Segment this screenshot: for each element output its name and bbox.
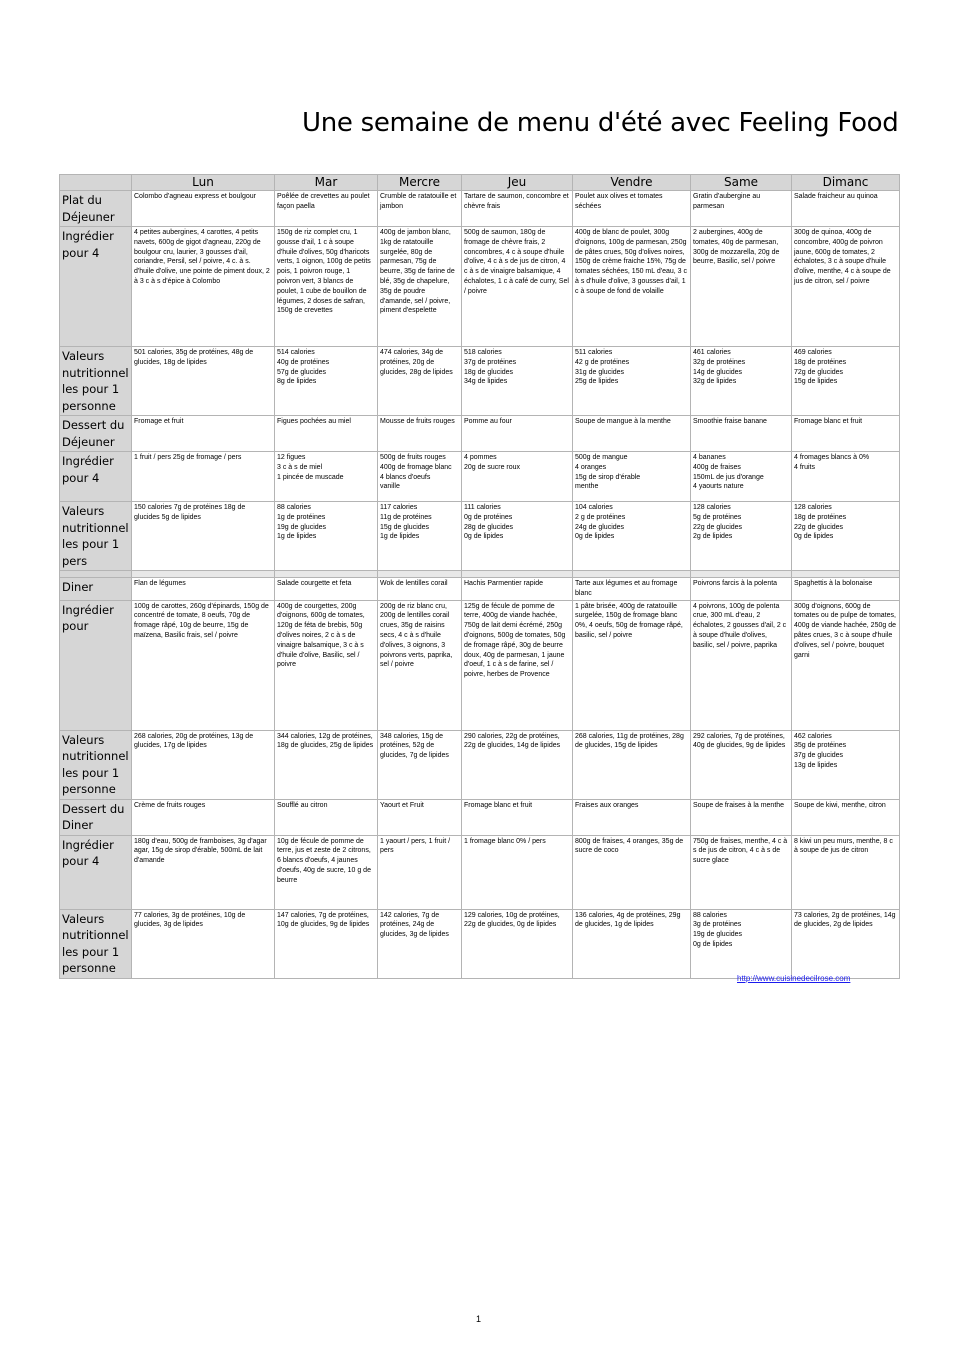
row-label: Ingrédier pour 4 <box>60 452 132 502</box>
row-label: Valeurs nutritionnelles pour 1 pers <box>60 502 132 571</box>
menu-cell: 1 fromage blanc 0% / pers <box>462 835 573 909</box>
menu-cell: 1 fruit / pers 25g de fromage / pers <box>132 452 275 502</box>
header-corner <box>60 175 132 191</box>
menu-cell: Fraises aux oranges <box>573 799 691 835</box>
menu-cell: Crème de fruits rouges <box>132 799 275 835</box>
row-label: Dessert du Diner <box>60 799 132 835</box>
menu-cell: 125g de fécule de pomme de terre, 400g de viande hachée, 750g de lait demi écrémé, 250g d'oignons, 500g de tomates, 50g de fromage râpé, 30g de beurre doux, 40g de parmesan, 1 jaune d'oeuf, 1 c à s de farine, sel / poivre, herbes de Provence <box>462 600 573 730</box>
spacer-row <box>60 571 900 578</box>
menu-cell: 142 calories, 7g de protéines, 24g de glucides, 3g de lipides <box>378 909 462 978</box>
row-label: Valeurs nutritionnelles pour 1 personne <box>60 347 132 416</box>
menu-cell: 147 calories, 7g de protéines, 10g de glucides, 9g de lipides <box>275 909 378 978</box>
menu-cell: 4 poivrons, 100g de polenta crue, 300 mL d'eau, 2 échalotes, 2 gousses d'ail, 2 c à soupe d'huile d'olives, basilic, sel / poivre, paprika <box>691 600 792 730</box>
menu-cell: 1 yaourt / pers, 1 fruit / pers <box>378 835 462 909</box>
menu-cell: 111 calories 0g de protéines 28g de glucides 0g de lipides <box>462 502 573 571</box>
menu-cell: 10g de fécule de pomme de terre, jus et zeste de 2 citrons, 6 blancs d'oeufs, 4 jaunes d'oeufs, 40g de sucre, 10 g de beurre <box>275 835 378 909</box>
menu-cell: 500g de saumon, 180g de fromage de chèvre frais, 2 concombres, 4 c à soupe d'huile d'olive, 4 c à s de jus de citron, 4 c à s de vinaigre balsamique, 4 échalotes, 1 c à café de curry, Sel / poivre <box>462 227 573 347</box>
menu-cell: 268 calories, 20g de protéines, 13g de glucides, 17g de lipides <box>132 730 275 799</box>
menu-row <box>60 502 900 571</box>
menu-cell: Spaghettis à la bolonaise <box>792 578 900 601</box>
menu-cell: Soupe de fraises à la menthe <box>691 799 792 835</box>
spacer-cell <box>60 571 132 578</box>
menu-cell: 400g de jambon blanc, 1kg de ratatouille surgelée, 80g de parmesan, 75g de beurre, 35g de farine de blé, 35g de chapelure, 35g de poudre d'amande, sel / poivre, piment d'espelette <box>378 227 462 347</box>
menu-row <box>60 799 900 835</box>
menu-cell: 200g de riz blanc cru, 200g de lentilles corail crues, 35g de raisins secs, 4 c à s d'huile d'olives, 3 oignons, 3 poivrons verts, paprika, sel / poivre <box>378 600 462 730</box>
menu-cell: 150g de riz complet cru, 1 gousse d'ail, 1 c à soupe d'huile d'olives, 50g d'haricots verts, 1 oignon, 100g de petits pois, 1 poivron rouge, 1 poivron vert, 3 blancs de poulet, 1 cube de bouillon de légumes, 2 doses de safran, 150g de crevettes <box>275 227 378 347</box>
menu-cell: 300g d'oignons, 600g de tomates ou de pulpe de tomates, 400g de viande hachée, 250g de pâtes crues, 3 c à soupe d'huile d'olives, sel / poivre, bouquet garni <box>792 600 900 730</box>
day-header-row <box>60 175 900 191</box>
menu-cell: 344 calories, 12g de protéines, 18g de glucides, 25g de lipides <box>275 730 378 799</box>
menu-cell: 474 calories, 34g de protéines, 20g de glucides, 28g de lipides <box>378 347 462 416</box>
menu-cell: 129 calories, 10g de protéines, 22g de glucides, 0g de lipides <box>462 909 573 978</box>
spacer-cell <box>378 571 462 578</box>
menu-cell: 501 calories, 35g de protéines, 48g de glucides, 18g de lipides <box>132 347 275 416</box>
menu-cell: Hachis Parmentier rapide <box>462 578 573 601</box>
menu-cell: 150 calories 7g de protéines 18g de glucides 5g de lipides <box>132 502 275 571</box>
menu-cell: 750g de fraises, menthe, 4 c à s de jus de citron, 4 c à s de sucre glace <box>691 835 792 909</box>
day-header: Mercre <box>378 175 462 191</box>
menu-row <box>60 452 900 502</box>
spacer-cell <box>573 571 691 578</box>
menu-cell: Salade courgette et feta <box>275 578 378 601</box>
row-label: Plat du Déjeuner <box>60 191 132 227</box>
menu-cell: Colombo d'agneau express et boulgour <box>132 191 275 227</box>
menu-cell: Salade fraicheur au quinoa <box>792 191 900 227</box>
menu-cell: Fromage et fruit <box>132 416 275 452</box>
menu-cell: 400g de courgettes, 200g d'oignons, 600g de tomates, 120g de féta de brebis, 50g d'olives noires, 2 c à s de vinaigre balsamique, 3 c à s d'huile d'olive, Basilic, sel / poivre <box>275 600 378 730</box>
menu-cell: 128 calories 18g de protéines 22g de glucides 0g de lipides <box>792 502 900 571</box>
menu-cell: Mousse de fruits rouges <box>378 416 462 452</box>
spacer-cell <box>132 571 275 578</box>
menu-cell: 128 calories 5g de protéines 22g de glucides 2g de lipides <box>691 502 792 571</box>
menu-cell: 268 calories, 11g de protéines, 28g de glucides, 15g de lipides <box>573 730 691 799</box>
menu-cell: Figues pochées au miel <box>275 416 378 452</box>
page-title: Une semaine de menu d'été avec Feeling Food <box>302 108 899 138</box>
day-header: Mar <box>275 175 378 191</box>
row-label: Ingrédier pour 4 <box>60 835 132 909</box>
menu-cell: Fromage blanc et fruit <box>462 799 573 835</box>
menu-cell: 514 calories 40g de protéines 57g de glucides 8g de lipides <box>275 347 378 416</box>
menu-row <box>60 909 900 978</box>
day-header: Vendre <box>573 175 691 191</box>
menu-row <box>60 600 900 730</box>
menu-cell: 400g de blanc de poulet, 300g d'oignons, 100g de parmesan, 250g de pâtes crues, 50g d'olives noires, 150g de crème fraiche 15%, 75g de tomates séchées, 150 mL d'eau, 3 c à s d'huile d'olive, 3 gousses d'ail, 1 c à soupe de fond de volaille <box>573 227 691 347</box>
menu-cell: 2 aubergines, 400g de tomates, 40g de parmesan, 300g de mozzarella, 20g de beurre, Basilic, sel / poivre <box>691 227 792 347</box>
menu-cell: 12 figues 3 c à s de miel 1 pincée de muscade <box>275 452 378 502</box>
menu-cell: Fromage blanc et fruit <box>792 416 900 452</box>
menu-cell: Pomme au four <box>462 416 573 452</box>
menu-cell: Gratin d'aubergine au parmesan <box>691 191 792 227</box>
weekly-menu-table <box>59 174 900 979</box>
spacer-cell <box>275 571 378 578</box>
menu-cell: Soupe de mangue à la menthe <box>573 416 691 452</box>
menu-cell: 100g de carottes, 260g d'épinards, 150g de concentré de tomate, 8 oeufs, 70g de fromage râpé, 10g de beurre, 15g de maïzena, Basilic frais, sel / poivre <box>132 600 275 730</box>
menu-cell: Poivrons farcis à la polenta <box>691 578 792 601</box>
menu-cell: Crumble de ratatouille et jambon <box>378 191 462 227</box>
menu-cell: 511 calories 42 g de protéines 31g de glucides 25g de lipides <box>573 347 691 416</box>
menu-row <box>60 835 900 909</box>
day-header: Dimanc <box>792 175 900 191</box>
menu-cell: Smoothie fraise banane <box>691 416 792 452</box>
menu-row <box>60 578 900 601</box>
spacer-cell <box>691 571 792 578</box>
menu-cell: Soufflé au citron <box>275 799 378 835</box>
menu-cell: 77 calories, 3g de protéines, 10g de glucides, 3g de lipides <box>132 909 275 978</box>
spacer-cell <box>792 571 900 578</box>
row-label: Valeurs nutritionnelles pour 1 personne <box>60 730 132 799</box>
menu-cell: 462 calories 35g de protéines 37g de glucides 13g de lipides <box>792 730 900 799</box>
menu-cell: Wok de lentilles corail <box>378 578 462 601</box>
menu-cell: 88 calories 3g de protéines 19g de glucides 0g de lipides <box>691 909 792 978</box>
row-label: Dessert du Déjeuner <box>60 416 132 452</box>
menu-cell: 300g de quinoa, 400g de concombre, 400g de poivron jaune, 600g de tomates, 2 échalotes, 3 c à soupe d'huile d'olive, menthe, 4 c à soupe de jus de citron, sel / poivre <box>792 227 900 347</box>
menu-cell: 180g d'eau, 500g de framboises, 3g d'agar agar, 15g de sirop d'érable, 500mL de lait d'amande <box>132 835 275 909</box>
row-label: Valeurs nutritionnelles pour 1 personne <box>60 909 132 978</box>
menu-row <box>60 730 900 799</box>
menu-cell: Tarte aux légumes et au fromage blanc <box>573 578 691 601</box>
spacer-cell <box>462 571 573 578</box>
menu-cell: 500g de fruits rouges 400g de fromage blanc 4 blancs d'oeufs vanille <box>378 452 462 502</box>
menu-cell: 500g de mangue 4 oranges 15g de sirop d'érable menthe <box>573 452 691 502</box>
menu-cell: 4 fromages blancs à 0% 4 fruits <box>792 452 900 502</box>
menu-cell: Poêlée de crevettes au poulet façon paella <box>275 191 378 227</box>
menu-cell: 4 pommes 20g de sucre roux <box>462 452 573 502</box>
menu-cell: 800g de fraises, 4 oranges, 35g de sucre de coco <box>573 835 691 909</box>
day-header: Lun <box>132 175 275 191</box>
page-number: 1 <box>476 1314 482 1324</box>
website-link[interactable]: http://www.cuisinedecilrose.com <box>737 974 851 983</box>
row-label: Ingrédier pour <box>60 600 132 730</box>
menu-row <box>60 416 900 452</box>
menu-row <box>60 227 900 347</box>
menu-cell: 117 calories 11g de protéines 15g de glucides 1g de lipides <box>378 502 462 571</box>
menu-cell: 292 calories, 7g de protéines, 40g de glucides, 9g de lipides <box>691 730 792 799</box>
menu-cell: 4 bananes 400g de fraises 150mL de jus d'orange 4 yaourts nature <box>691 452 792 502</box>
menu-cell: 1 pâte brisée, 400g de ratatouille surgelée, 150g de fromage blanc 0%, 4 oeufs, 50g de fromage râpé, basilic, sel / poivre <box>573 600 691 730</box>
menu-cell: 136 calories, 4g de protéines, 29g de glucides, 1g de lipides <box>573 909 691 978</box>
menu-cell: 469 calories 18g de protéines 72g de glucides 15g de lipides <box>792 347 900 416</box>
menu-row <box>60 347 900 416</box>
menu-cell: Poulet aux olives et tomates séchées <box>573 191 691 227</box>
menu-cell: 290 calories, 22g de protéines, 22g de glucides, 14g de lipides <box>462 730 573 799</box>
row-label: Diner <box>60 578 132 601</box>
menu-cell: Tartare de saumon, concombre et chèvre frais <box>462 191 573 227</box>
day-header: Same <box>691 175 792 191</box>
menu-cell: Flan de légumes <box>132 578 275 601</box>
menu-cell: 4 petites aubergines, 4 carottes, 4 petits navets, 600g de gigot d'agneau, 220g de boulgour cru, laurier, 3 gousses d'ail, coriandre, Persil, sel / poivre, 4 c. à s. d'huile d'olive, une pointe de piment doux, 2 à 3 c à s d'épice à Colombo <box>132 227 275 347</box>
menu-cell: 461 calories 32g de protéines 14g de glucides 32g de lipides <box>691 347 792 416</box>
menu-cell: Yaourt et Fruit <box>378 799 462 835</box>
day-header: Jeu <box>462 175 573 191</box>
menu-cell: 88 calories 1g de protéines 19g de glucides 1g de lipides <box>275 502 378 571</box>
menu-cell: 518 calories 37g de protéines 18g de glucides 34g de lipides <box>462 347 573 416</box>
menu-cell: Soupe de kiwi, menthe, citron <box>792 799 900 835</box>
menu-cell: 73 calories, 2g de protéines, 14g de glucides, 2g de lipides <box>792 909 900 978</box>
menu-row <box>60 191 900 227</box>
menu-cell: 348 calories, 15g de protéines, 52g de glucides, 7g de lipides <box>378 730 462 799</box>
menu-cell: 104 calories 2 g de protéines 24g de glucides 0g de lipides <box>573 502 691 571</box>
row-label: Ingrédier pour 4 <box>60 227 132 347</box>
menu-cell: 8 kiwi un peu murs, menthe, 8 c à soupe de jus de citron <box>792 835 900 909</box>
